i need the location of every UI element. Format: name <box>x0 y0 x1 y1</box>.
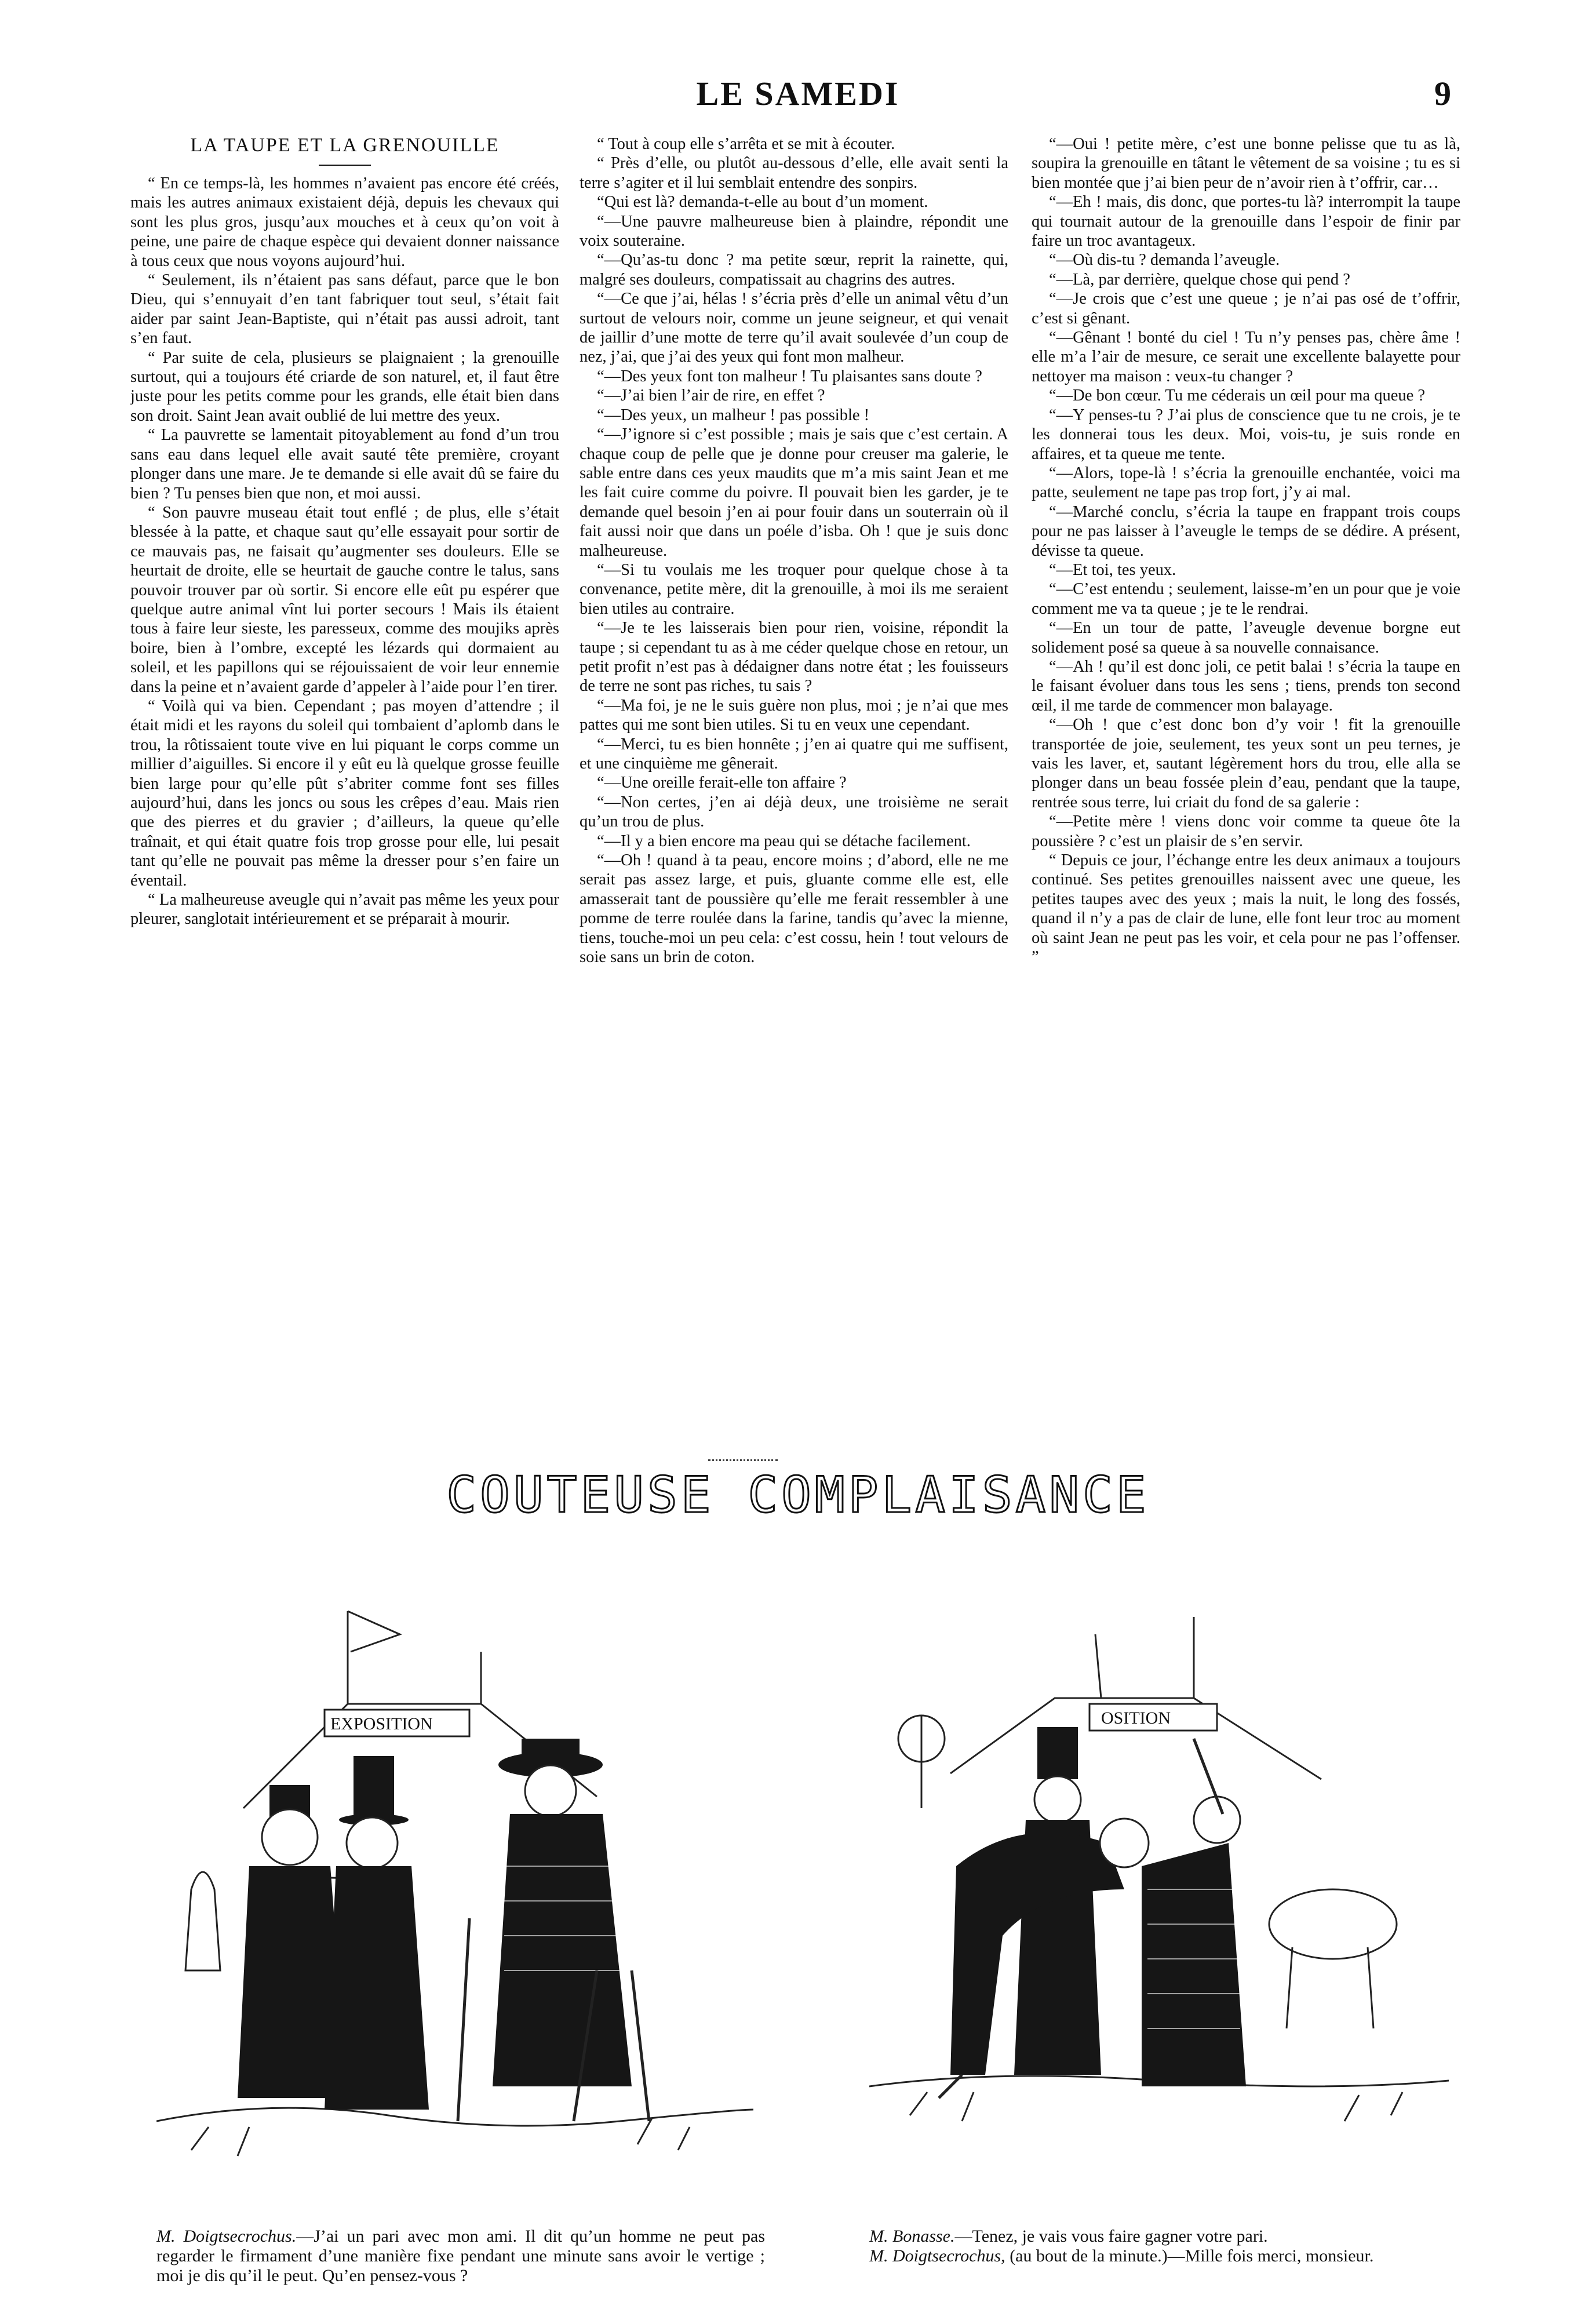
exposition-sign: OSITION <box>1101 1709 1171 1728</box>
paragraph: “—De bon cœur. Tu me céderais un œil pour ma queue ? <box>1049 387 1426 405</box>
paragraph: “—Oh ! quand à ta peau, encore moins ; d’abord, elle ne me serait pas assez large, et puis, gluante comme elle est, elle amasserait tant de poussière qu’elle me ferait ressembler à une pomme de terre roulée dans la farine, tandis qu’avec la mienne, tiens, touche-moi un peu cela: c’est cossu, hein ! tout velours de soie sans un brin de coton. <box>580 851 1008 967</box>
paragraph: “—Là, par derrière, quelque chose qui pend ? <box>1049 270 1350 289</box>
paragraph: “—Et toi, tes yeux. <box>1049 560 1176 579</box>
paragraph: “—Il y a bien encore ma peau qui se détache facilement. <box>597 832 971 850</box>
paragraph: “—Alors, tope-là ! s’écria la grenouille enchantée, voici ma patte, seulement ne tape pas trop fort, j’y ai mal. <box>1032 464 1460 502</box>
paragraph: “—Des yeux, un malheur ! pas possible ! <box>597 406 870 424</box>
paragraph: “ Tout à coup elle s’arrêta et se mit à écouter. <box>597 135 895 153</box>
paragraph: “—Je crois que c’est une queue ; je n’ai pas osé de t’offrir, c’est si gênant. <box>1032 290 1460 327</box>
paragraph: “—J’ignore si c’est possible ; mais je sais que c’est certain. A chaque coup de pelle que je donne pour creuser ma galerie, le sable entre dans ces yeux maudits que m’a mis saint Jean et me les fait cuire comme du poivre. Il pouvait bien les garder, je te demande quel besoin j’en ai pour fouir dans un souterrain où il fait aussi noir que dans un poéle d’isba. Oh ! que je suis donc malheureuse. <box>580 425 1008 560</box>
paragraph: “—Je te les laisserais bien pour rien, voisine, répondit la taupe ; si cependant tu as à me céder quelque chose en retour, un petit profit n’est pas à dédaigner dans notre état ; les fouisseurs de terre ne sont pas riches, tu sais ? <box>580 619 1008 695</box>
caption-speaker: M. Bonasse. <box>869 2227 955 2246</box>
newspaper-title: LE SAMEDI <box>696 75 900 112</box>
paragraph: “—Oui ! petite mère, c’est une bonne pelisse que tu as là, soupira la grenouille en tâtant le vêtement de sa voisine ; tu es si bien montée que j’ai bien peur de n’avoir rien à t’offrir, car… <box>1032 135 1460 192</box>
story-column-1 <box>130 134 559 1456</box>
paragraph: “—Où dis-tu ? demanda l’aveugle. <box>1049 251 1280 269</box>
caption-speaker: M. Doigtsecrochus, <box>869 2246 1005 2265</box>
caption-text: —J’ai un pari avec mon ami. Il dit qu’un homme ne peut pas regarder le firmament d’une manière fixe pendant une minute sans avoir le vertige ; moi je dis qu’il le peut. Qu’en pensez-vous ? <box>156 2227 765 2285</box>
caption-text: (au bout de la minute.)—Mille fois merci, monsieur. <box>1010 2246 1374 2265</box>
paragraph: “—Ce que j’ai, hélas ! s’écria près d’elle un animal vêtu d’un surtout de velours noir, comme un jeune seigneur, et qui venait de jaillir d’une motte de terre qu’il avait soulevée d’un coup de nez, j’ai, que j’ai des yeux qui font mon malheur. <box>580 290 1008 366</box>
story-column-2 <box>580 134 1008 1456</box>
paragraph: “ Seulement, ils n’étaient pas sans défaut, parce que le bon Dieu, qui s’ennuyait d’en tant fabriquer tout seul, s’était fait aider par saint Jean-Baptiste, qui n’était pas aussi adroit, tant s’en faut. <box>130 271 559 348</box>
paragraph: “—Si tu voulais me les troquer pour quelque chose à ta convenance, petite mère, dit la grenouille, à moi ils me seraient bien utiles au contraire. <box>580 560 1008 618</box>
paragraph: “ La malheureuse aveugle qui n’avait pas même les yeux pour pleurer, sanglotait intérieurement et se préparait à mourir. <box>130 891 559 928</box>
paragraph: “—Petite mère ! viens donc voir comme ta queue ôte la poussière ? c’est un plaisir de s’en servir. <box>1032 813 1460 850</box>
paragraph: “—Marché conclu, s’écria la taupe en frappant trois coups pour ne pas laisser à l’aveugle le temps de se dédire. A présent, dévisse ta queue. <box>1032 502 1460 560</box>
paragraph: “—En un tour de patte, l’aveugle devenue borgne eut solidement posé sa queue à sa nouvelle connaisance. <box>1032 619 1460 657</box>
paragraph: “—Des yeux font ton malheur ! Tu plaisantes sans doute ? <box>597 367 982 385</box>
paragraph: “—Ma foi, je ne le suis guère non plus, moi ; je n’ai que mes pattes qui me sont bien utiles. Si tu en veux une cependant. <box>580 696 1008 734</box>
exposition-sign: EXPOSITION <box>330 1714 433 1733</box>
paragraph: “ Par suite de cela, plusieurs se plaignaient ; la grenouille surtout, qui a toujours été criarde de son naturel, et, il faut être juste pour les petits comme pour les grands, elle était bien dans son droit. Saint Jean avait oublié de lui mettre des yeux. <box>130 348 559 425</box>
paragraph: “ Voilà qui va bien. Cependant ; pas moyen d’attendre ; il était midi et les rayons du soleil qui tombaient d’aplomb dans le trou, la rôtissaient toute vive en lui piquant le corps comme un millier d’aiguilles. Si encore il y eût eu là quelque grosse feuille bien large pour qu’elle pût s’abriter comme font ses filles aujourd’hui, dans les joncs ou sous les crêpes d’eau. Mais rien que des pierres et du gravier ; d’ailleurs, la queue qu’elle traînait, et qui était quatre fois trop grosse pour elle, lui pesait tant qu’elle ne pouvait pas même la dresser pour s’en faire un éventail. <box>130 697 559 890</box>
title-rule <box>319 165 371 166</box>
paragraph: “—Gênant ! bonté du ciel ! Tu n’y penses pas, chère âme ! elle m’a l’air de mesure, ce serait une excellente balayette pour nettoyer ma maison : veux-tu changer ? <box>1032 329 1460 385</box>
paragraph: “—Oh ! que c’est donc bon d’y voir ! fit la grenouille transportée de joie, seulement, tes yeux sont un peu ternes, je vais les laver, et, sautant légèrement hors du trou, elle alla se plonger dans un beau fossée plein d’eau, pendant que la taupe, rentrée sous terre, lui criait du fond de sa galerie : <box>1032 716 1460 811</box>
paragraph: “—Y penses-tu ? J’ai plus de conscience que tu ne crois, je te les donnerai tous les deux. Moi, vois-tu, je suis ronde en affaires, et ta queue me tente. <box>1032 406 1460 463</box>
paragraph: “—Merci, tu es bien honnête ; j’en ai quatre qui me suffisent, et une cinquième me gênerait. <box>580 735 1008 773</box>
paragraph: “—Ah ! qu’il est donc joli, ce petit balai ! s’écria la taupe en le faisant évoluer dans tous les sens ; tiens, prends ton second œil, il me tarde de commencer mon balayage. <box>1032 657 1460 715</box>
paragraph: “ Depuis ce jour, l’échange entre les deux animaux a toujours continué. Ses petites grenouilles naissent avec une queue, les petites taupes avec des yeux ; mais la nuit, le long des fossés, quand il n’y a pas de clair de lune, elle font leur troc au moment où saint Jean ne peut pas les voir, et cela pour ne pas l’offenser. ” <box>1032 851 1460 967</box>
paragraph: “ La pauvrette se lamentait pitoyablement au fond d’un trou sans eau dans lequel elle avait sauté tête première, croyant plonger dans une mare. Je te demande si elle avait dû se faire du bien ? Tu penses bien que non, et moi aussi. <box>130 426 559 502</box>
paragraph: “Qui est là? demanda-t-elle au bout d’un moment. <box>597 193 928 212</box>
cartoon-illustration-left <box>156 1565 753 2214</box>
paragraph: “—Non certes, j’en ai déjà deux, une troisième ne serait qu’un trou de plus. <box>580 793 1008 831</box>
paragraph: “—Qu’as-tu donc ? ma petite sœur, reprit la rainette, qui, malgré ses douleurs, compatissait au chagrins des autres. <box>580 251 1008 289</box>
cartoon-title: COUTEUSE COMPLAISANCE <box>446 1466 1150 1524</box>
caption-speaker: M. Doigtsecrochus. <box>156 2227 297 2246</box>
caption-right <box>869 2227 1478 2266</box>
paragraph: “ Son pauvre museau était tout enflé ; de plus, elle s’était blessée à la patte, et chaque saut qu’elle essayait pour sortir de ce mauvais pas, ne faisait qu’augmenter ses douleurs. Elle se heurtait de droite, elle se heurtait de gauche contre le talus, sans pouvoir trouver par où sortir. Si encore elle eût pu espérer que quelque autre animal vînt lui porter secours ! Mais ils étaient tous à faire leur sieste, les paresseux, comme des moujiks après boire, bien à l’ombre, excepté les lézards qui dormaient au soleil, et les papillons qui se réjouissaient de voir leur ennemie dans la peine et n’avaient garde d’appeler à l’aide pour l’en tirer. <box>130 503 559 696</box>
caption-left <box>156 2227 765 2286</box>
paragraph: “ Près d’elle, ou plutôt au-dessous d’elle, elle avait senti la terre s’agiter et il lui semblait entendre des sonpirs. <box>580 154 1008 192</box>
paragraph: “—Une oreille ferait-elle ton affaire ? <box>597 774 847 792</box>
cartoon-illustration-right <box>869 1565 1449 2214</box>
story-column-3 <box>1032 134 1460 1456</box>
section-divider <box>708 1459 778 1461</box>
page-number: 9 <box>1434 75 1451 112</box>
paragraph: “—Une pauvre malheureuse bien à plaindre, répondit une voix souteraine. <box>580 212 1008 250</box>
caption-text: —Tenez, je vais vous faire gagner votre pari. <box>954 2227 1268 2246</box>
story-title: LA TAUPE ET LA GRENOUILLE <box>190 134 500 156</box>
paragraph: “—C’est entendu ; seulement, laisse-m’en un pour que je voie comment me va ta queue ; je te le rendrai. <box>1032 580 1460 618</box>
paragraph: “—J’ai bien l’air de rire, en effet ? <box>597 387 825 405</box>
paragraph: “ En ce temps-là, les hommes n’avaient pas encore été créés, mais les autres animaux existaient déjà, depuis les chevaux qui sont les plus gros, jusqu’aux mouches et à ceux qu’on voit à peine, une paire de chaque espèce qui devaient donner naissance à tous ceux que nous voyons aujourd’hui. <box>130 174 559 270</box>
paragraph: “—Eh ! mais, dis donc, que portes-tu là? interrompit la taupe qui tournait autour de la grenouille dans l’espoir de finir par faire un troc avantageux. <box>1032 193 1460 250</box>
